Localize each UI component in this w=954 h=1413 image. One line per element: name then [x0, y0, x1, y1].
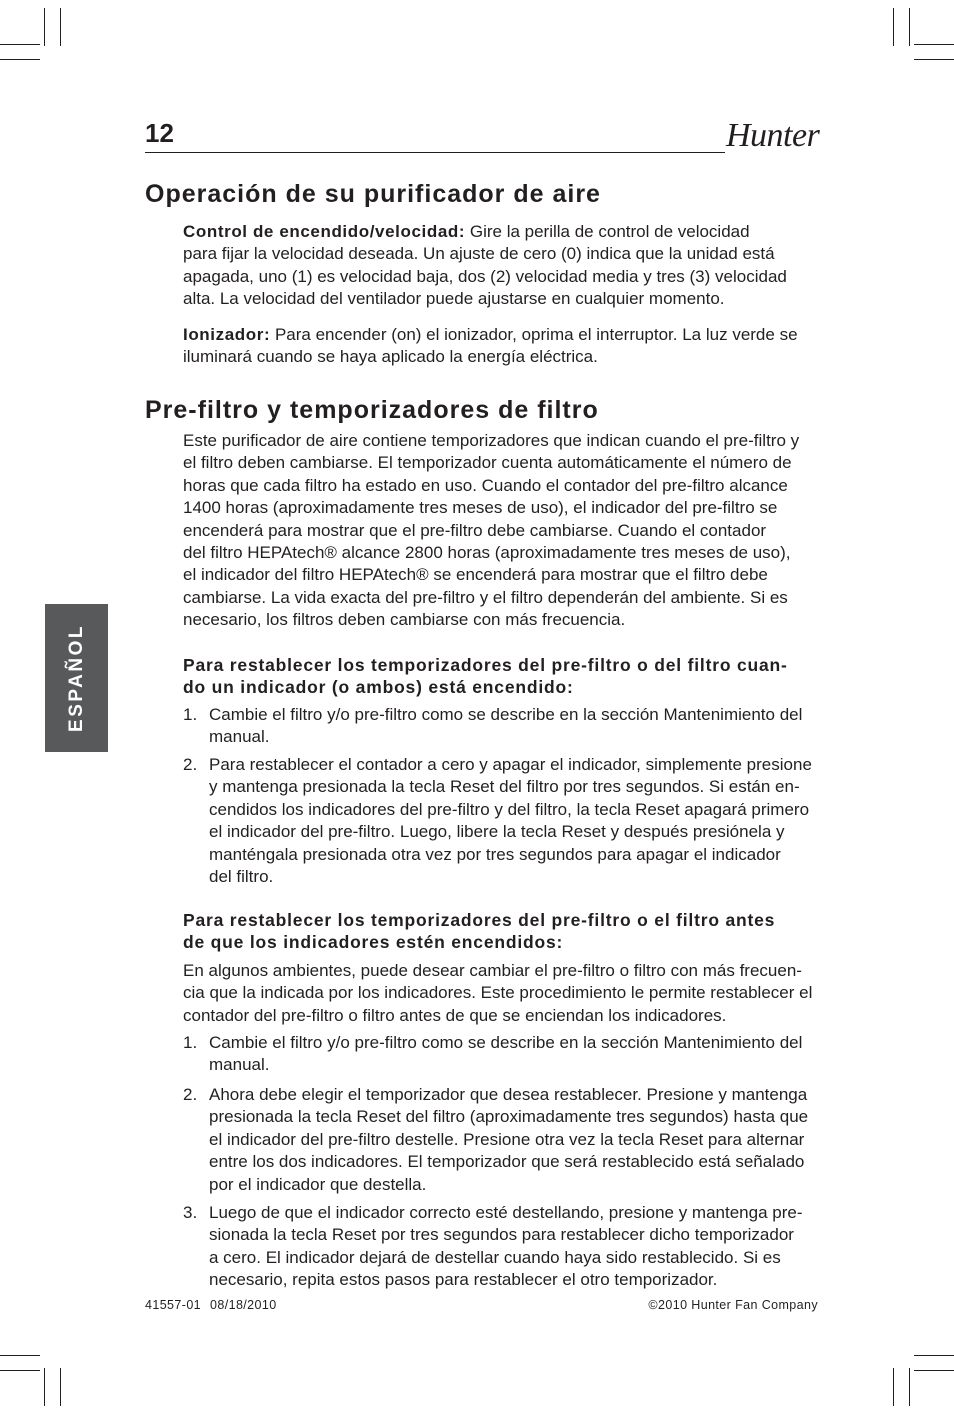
text-line: En algunos ambientes, puede desear cambiar el pre-filtro o filtro con más frecuen-: [183, 961, 802, 980]
text-line: Ahora debe elegir el temporizador que desea restablecer. Presione y mantenga: [209, 1085, 808, 1104]
text-line: Para restablecer los temporizadores del pre-filtro o el filtro antes: [183, 910, 776, 930]
step-number: 2.: [183, 755, 198, 774]
text-line: presionada la tecla Reset del filtro (aproximadamente tres segundos) hasta que: [209, 1107, 809, 1127]
text-line: manual.: [209, 1055, 270, 1075]
header-rule: [145, 152, 725, 153]
text-line: por el indicador que destella.: [209, 1174, 427, 1194]
step-number: 1.: [183, 705, 198, 724]
language-tab: [45, 604, 108, 752]
text-line: apagada, uno (1) es velocidad baja, dos (2) velocidad media y tres (3) velocidad: [183, 266, 787, 286]
text-line: horas que cada filtro ha estado en uso. Cuando el contador del pre-filtro alcance: [183, 475, 788, 495]
paragraph-reset-intro: [183, 960, 812, 1027]
step-text: [209, 1084, 808, 1196]
footer-copyright: ©2010 Hunter Fan Company: [648, 1298, 818, 1312]
text-line: Para restablecer el contador a cero y apagar el indicador, simplemente presione: [209, 755, 812, 774]
step-item: [183, 754, 812, 888]
hunter-logo: Hunter: [726, 117, 820, 154]
term-label: Control de encendido/velocidad:: [183, 222, 466, 241]
text-line: necesario, los filtros deben cambiarse con más frecuencia.: [183, 610, 626, 630]
text-run: Para encender (on) el ionizador, oprima el interruptor. La luz verde se: [274, 325, 798, 344]
text-line: Este purificador de aire contiene temporizadores que indican cuando el pre-filtro y: [183, 431, 800, 450]
text-line: Cambie el filtro y/o pre-filtro como se describe en la sección Mantenimiento del: [209, 705, 803, 724]
text-line: [183, 324, 798, 346]
text-line: a cero. El indicador dejará de destellar cuando haya sido restablecido. Si es: [209, 1247, 781, 1267]
text-line: entre los dos indicadores. El temporizador que será restablecido está señalado: [209, 1152, 805, 1172]
print-date: 08/18/2010: [210, 1298, 277, 1312]
text-line: Luego de que el indicador correcto esté destellando, presione y mantenga pre-: [209, 1203, 803, 1222]
step-item: [183, 1202, 803, 1292]
page-number: 12: [145, 118, 174, 148]
text-run: Gire la perilla de control de velocidad: [469, 222, 750, 241]
text-line: iluminará cuando se haya aplicado la energía eléctrica.: [183, 347, 598, 367]
step-text: [209, 1032, 802, 1077]
text-line: contador del pre-filtro o filtro antes de que se enciendan los indicadores.: [183, 1005, 727, 1025]
text-line: el indicador del filtro HEPAtech® se encenderá para mostrar que el filtro debe: [183, 565, 768, 585]
text-line: Para restablecer los temporizadores del pre-filtro o del filtro cuan-: [183, 655, 788, 675]
text-line: Cambie el filtro y/o pre-filtro como se describe en la sección Mantenimiento del: [209, 1033, 803, 1052]
paragraph-speed-control: [183, 221, 787, 311]
step-number: 1.: [183, 1033, 198, 1052]
subheading-reset-before-on: [183, 909, 775, 954]
text-line: manténgala presionada otra vez por tres segundos para apagar el indicador: [209, 844, 781, 864]
text-line: 1400 horas (aproximadamente tres meses de uso), el indicador del pre-filtro se: [183, 498, 778, 518]
text-line: sionada la tecla Reset por tres segundos para restablecer dicho temporizador: [209, 1225, 794, 1245]
text-line: el filtro deben cambiarse. El temporizador cuenta automáticamente el número de: [183, 453, 792, 473]
text-line: del filtro HEPAtech® alcance 2800 horas (aproximadamente tres meses de uso),: [183, 542, 791, 562]
step-number: 3.: [183, 1203, 198, 1222]
step-number: 2.: [183, 1085, 198, 1104]
text-line: cambiarse. La vida exacta del pre-filtro y el filtro dependerán del ambiente. Si es: [183, 587, 788, 607]
text-line: cendidos los indicadores del pre-filtro y del filtro, la tecla Reset apagará primero: [209, 799, 810, 819]
text-line: alta. La velocidad del ventilador puede ajustarse en cualquier momento.: [183, 289, 725, 309]
text-line: manual.: [209, 727, 270, 747]
text-line: [183, 221, 787, 243]
step-item: [183, 1032, 802, 1077]
paragraph-ionizer: [183, 324, 798, 369]
step-text: [209, 1202, 803, 1292]
language-tab-label: ESPAÑOL: [65, 624, 87, 732]
text-line: el indicador del pre-filtro destelle. Presione otra vez la tecla Reset para alternar: [209, 1129, 805, 1149]
text-line: cia que la indicada por los indicadores. Este procedimiento le permite restablecer el: [183, 983, 813, 1003]
text-line: necesario, repita estos pasos para restablecer el otro temporizador.: [209, 1270, 718, 1290]
paragraph-timers-intro: [183, 430, 799, 632]
text-line: do un indicador (o ambos) está encendido:: [183, 677, 574, 698]
text-line: y mantenga presionada la tecla Reset del filtro por tres segundos. Si están en-: [209, 777, 800, 797]
section-heading-filter-timers: Pre-filtro y temporizadores de filtro: [145, 396, 599, 424]
section-heading-operation: Operación de su purificador de aire: [145, 180, 601, 208]
step-item: [183, 1084, 808, 1196]
step-item: [183, 704, 802, 749]
step-text: [209, 754, 812, 888]
text-line: de que los indicadores estén encendidos:: [183, 932, 564, 953]
text-line: el indicador del pre-filtro. Luego, libere la tecla Reset y después presiónela y: [209, 822, 785, 842]
text-line: para fijar la velocidad deseada. Un ajuste de cero (0) indica que la unidad está: [183, 244, 775, 264]
text-line: encenderá para mostrar que el pre-filtro debe cambiarse. Cuando el contador: [183, 520, 767, 540]
part-number: 41557-01: [145, 1298, 202, 1312]
term-label: Ionizador:: [183, 325, 271, 344]
text-line: del filtro.: [209, 866, 274, 886]
footer-doc-info: [145, 1297, 277, 1313]
subheading-reset-when-on: [183, 654, 788, 699]
step-text: [209, 704, 802, 749]
